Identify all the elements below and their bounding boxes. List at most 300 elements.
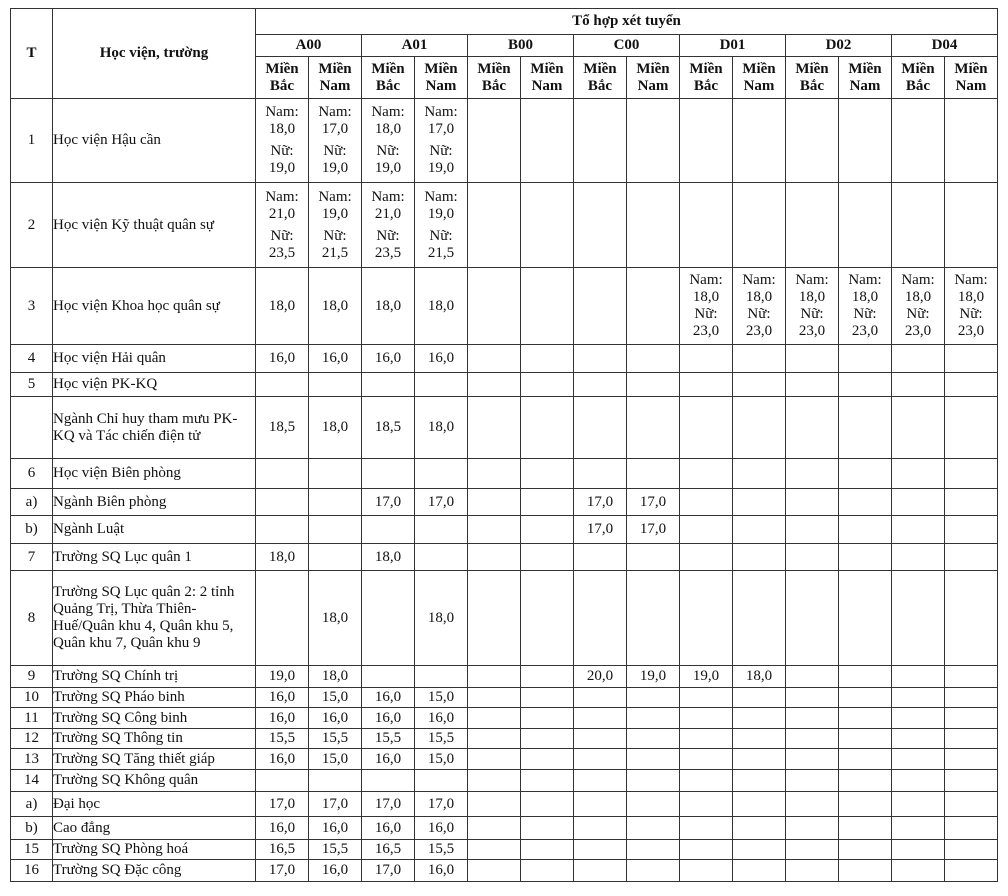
score-cell-d02-mien-nam <box>839 817 892 840</box>
table-row <box>11 817 998 840</box>
score-cell-d04-mien-nam <box>945 459 998 489</box>
gender-label: Nữ: <box>906 306 930 322</box>
score-cell-d01-mien-nam <box>733 268 786 345</box>
score-cell-a00-mien-bac <box>256 183 309 268</box>
table-row <box>11 397 998 459</box>
score-cell-a01-mien-nam <box>415 666 468 688</box>
score-cell-c00-mien-nam <box>627 840 680 860</box>
school-name: Trường SQ Lục quân 2: 2 tỉnh Quảng Trị, Thừa Thiên-Huế/Quân khu 4, Quân khu 5, Quân khu 7, Quân khu 9 <box>53 571 256 666</box>
score-cell-a00-mien-bac: 15,5 <box>256 729 309 749</box>
score-cell-a01-mien-nam <box>415 183 468 268</box>
score-cell-a01-mien-bac <box>362 571 415 666</box>
score-cell-a00-mien-nam: 16,0 <box>309 345 362 373</box>
score-cell-c00-mien-bac <box>574 571 627 666</box>
score-cell-d04-mien-nam <box>945 397 998 459</box>
gender-label: Nam: <box>318 104 352 120</box>
score-cell-d04-mien-bac <box>892 708 945 729</box>
score-cell-b00-mien-nam <box>521 792 574 817</box>
score-cell-b00-mien-nam <box>521 840 574 860</box>
header-subject-combination: Tổ hợp xét tuyển <box>256 9 998 35</box>
score-cell-d02-mien-bac <box>786 99 839 183</box>
gender-label: Nam: <box>848 272 882 288</box>
row-number: 8 <box>11 571 53 666</box>
score-cell-c00-mien-bac <box>574 99 627 183</box>
score-cell-d04-mien-nam <box>945 817 998 840</box>
score-cell-d04-mien-nam <box>945 666 998 688</box>
row-number: 7 <box>11 544 53 571</box>
row-number: a) <box>11 792 53 817</box>
score-cell-b00-mien-bac <box>468 516 521 544</box>
score-cell-b00-mien-nam <box>521 345 574 373</box>
score-cell-d04-mien-nam <box>945 729 998 749</box>
row-number: b) <box>11 817 53 840</box>
score-cell-c00-mien-nam <box>627 99 680 183</box>
score-cell-d02-mien-nam <box>839 708 892 729</box>
score-cell-d02-mien-bac <box>786 688 839 708</box>
score-cell-c00-mien-bac: 17,0 <box>574 516 627 544</box>
score-value: 23,0 <box>904 323 932 339</box>
score-cell-a01-mien-nam: 15,0 <box>415 688 468 708</box>
score-cell-b00-mien-bac <box>468 183 521 268</box>
score-cell-d04-mien-nam <box>945 268 998 345</box>
score-cell-c00-mien-bac <box>574 860 627 882</box>
score-cell-a01-mien-bac: 16,0 <box>362 688 415 708</box>
score-cell-a01-mien-bac <box>362 459 415 489</box>
header-block-c00: C00 <box>574 35 680 57</box>
score-cell-b00-mien-bac <box>468 770 521 792</box>
score-value: 23,5 <box>374 244 402 261</box>
score-cell-d01-mien-nam <box>733 397 786 459</box>
header-a01-mien-nam: Miền Nam <box>415 57 468 99</box>
school-name: Trường SQ Công binh <box>53 708 256 729</box>
score-cell-c00-mien-nam: 17,0 <box>627 489 680 516</box>
score-cell-d01-mien-bac <box>680 373 733 397</box>
school-name: Ngành Chỉ huy tham mưu PK-KQ và Tác chiến điện tử <box>53 397 256 459</box>
score-cell-a01-mien-bac: 16,5 <box>362 840 415 860</box>
score-cell-d01-mien-nam <box>733 489 786 516</box>
row-number: 3 <box>11 268 53 345</box>
header-stt: T <box>11 9 53 99</box>
score-cell-c00-mien-nam <box>627 268 680 345</box>
header-a01-mien-bac: Miền Bắc <box>362 57 415 99</box>
score-cell-b00-mien-bac <box>468 729 521 749</box>
score-cell-a00-mien-bac: 18,0 <box>256 544 309 571</box>
score-cell-d01-mien-nam <box>733 749 786 770</box>
score-cell-d04-mien-bac <box>892 729 945 749</box>
score-cell-b00-mien-nam <box>521 99 574 183</box>
score-cell-d04-mien-nam <box>945 770 998 792</box>
gender-label: Nữ: <box>270 227 294 244</box>
table-row <box>11 268 998 345</box>
score-cell-d01-mien-bac <box>680 571 733 666</box>
score-cell-d02-mien-bac <box>786 770 839 792</box>
score-cell-c00-mien-nam <box>627 792 680 817</box>
score-cell-b00-mien-bac <box>468 792 521 817</box>
school-name: Trường SQ Tăng thiết giáp <box>53 749 256 770</box>
score-cell-a00-mien-bac: 16,0 <box>256 817 309 840</box>
school-name: Trường SQ Đặc công <box>53 860 256 882</box>
header-d04-mien-bac: Miền Bắc <box>892 57 945 99</box>
school-name: Cao đẳng <box>53 817 256 840</box>
score-cell-d02-mien-bac <box>786 792 839 817</box>
score-cell-d02-mien-nam <box>839 397 892 459</box>
score-cell-d01-mien-nam <box>733 860 786 882</box>
score-cell-a01-mien-nam <box>415 99 468 183</box>
score-cell-d02-mien-nam <box>839 516 892 544</box>
score-cell-d02-mien-bac <box>786 268 839 345</box>
gender-label: Nam: <box>954 272 988 288</box>
header-b00-mien-bac: Miền Bắc <box>468 57 521 99</box>
score-value: 18,0 <box>851 289 879 305</box>
table-row <box>11 183 998 268</box>
score-value: 18,0 <box>268 121 296 137</box>
score-cell-b00-mien-bac <box>468 708 521 729</box>
score-cell-d02-mien-bac <box>786 708 839 729</box>
score-cell-d02-mien-bac <box>786 516 839 544</box>
score-cell-d04-mien-nam <box>945 516 998 544</box>
score-cell-d01-mien-bac <box>680 459 733 489</box>
score-cell-a01-mien-nam: 15,0 <box>415 749 468 770</box>
score-cell-d04-mien-nam <box>945 544 998 571</box>
score-cell-a00-mien-nam <box>309 489 362 516</box>
score-cell-a01-mien-bac: 16,0 <box>362 345 415 373</box>
score-cell-d01-mien-bac <box>680 729 733 749</box>
score-cell-b00-mien-bac <box>468 397 521 459</box>
score-cell-b00-mien-nam <box>521 708 574 729</box>
admission-score-table <box>10 8 998 882</box>
score-cell-a01-mien-bac <box>362 373 415 397</box>
score-cell-d02-mien-bac <box>786 459 839 489</box>
score-value: 23,0 <box>692 323 720 339</box>
score-cell-a01-mien-bac <box>362 183 415 268</box>
score-cell-d02-mien-nam <box>839 268 892 345</box>
score-cell-d04-mien-bac <box>892 397 945 459</box>
score-cell-a00-mien-bac <box>256 459 309 489</box>
score-cell-d02-mien-bac <box>786 571 839 666</box>
score-value: 23,0 <box>798 323 826 339</box>
score-cell-d04-mien-nam <box>945 571 998 666</box>
score-cell-b00-mien-nam <box>521 489 574 516</box>
score-cell-c00-mien-bac: 20,0 <box>574 666 627 688</box>
score-value: 19,0 <box>268 160 296 176</box>
gender-label: Nữ: <box>959 306 983 322</box>
score-cell-a01-mien-nam <box>415 373 468 397</box>
score-cell-d04-mien-bac <box>892 688 945 708</box>
score-cell-a00-mien-bac: 18,5 <box>256 397 309 459</box>
gender-label: Nam: <box>371 104 405 120</box>
score-cell-b00-mien-bac <box>468 749 521 770</box>
school-name: Học viện Biên phòng <box>53 459 256 489</box>
gender-label: Nam: <box>424 188 458 205</box>
score-cell-d01-mien-bac <box>680 516 733 544</box>
gender-label: Nam: <box>265 188 299 205</box>
score-cell-d02-mien-nam <box>839 860 892 882</box>
gender-label: Nữ: <box>323 227 347 244</box>
score-cell-a00-mien-bac: 17,0 <box>256 792 309 817</box>
score-cell-d04-mien-bac <box>892 459 945 489</box>
score-cell-d01-mien-bac <box>680 489 733 516</box>
score-cell-a00-mien-nam: 18,0 <box>309 571 362 666</box>
score-cell-a00-mien-nam <box>309 459 362 489</box>
score-cell-c00-mien-nam <box>627 708 680 729</box>
score-cell-d02-mien-bac <box>786 373 839 397</box>
score-cell-d02-mien-nam <box>839 544 892 571</box>
score-cell-b00-mien-bac <box>468 268 521 345</box>
score-value: 19,0 <box>374 160 402 176</box>
score-cell-d02-mien-nam <box>839 571 892 666</box>
score-cell-b00-mien-nam <box>521 729 574 749</box>
score-cell-b00-mien-bac <box>468 459 521 489</box>
score-value: 23,0 <box>851 323 879 339</box>
score-cell-d04-mien-bac <box>892 345 945 373</box>
score-cell-b00-mien-nam <box>521 397 574 459</box>
score-cell-d04-mien-bac <box>892 516 945 544</box>
score-cell-b00-mien-bac <box>468 571 521 666</box>
score-cell-b00-mien-bac <box>468 373 521 397</box>
score-cell-d04-mien-nam <box>945 840 998 860</box>
header-c00-mien-nam: Miền Nam <box>627 57 680 99</box>
score-cell-d01-mien-bac <box>680 99 733 183</box>
score-cell-c00-mien-nam <box>627 345 680 373</box>
score-cell-b00-mien-nam <box>521 688 574 708</box>
score-cell-b00-mien-nam <box>521 860 574 882</box>
score-cell-d01-mien-bac <box>680 708 733 729</box>
school-name: Trường SQ Chính trị <box>53 666 256 688</box>
score-cell-a01-mien-nam <box>415 770 468 792</box>
score-cell-b00-mien-nam <box>521 571 574 666</box>
score-cell-c00-mien-nam <box>627 571 680 666</box>
score-value: 17,0 <box>427 121 455 137</box>
score-value: 21,5 <box>321 244 349 261</box>
score-cell-c00-mien-bac <box>574 345 627 373</box>
score-cell-a00-mien-bac: 16,5 <box>256 840 309 860</box>
table-row <box>11 860 998 882</box>
score-cell-a01-mien-bac: 17,0 <box>362 792 415 817</box>
table-row <box>11 749 998 770</box>
score-cell-a01-mien-bac: 17,0 <box>362 489 415 516</box>
score-cell-a00-mien-nam <box>309 183 362 268</box>
score-cell-d01-mien-nam <box>733 183 786 268</box>
score-cell-a00-mien-bac: 16,0 <box>256 749 309 770</box>
score-cell-d01-mien-bac <box>680 770 733 792</box>
score-cell-d01-mien-bac: 19,0 <box>680 666 733 688</box>
header-d04-mien-nam: Miền Nam <box>945 57 998 99</box>
score-cell-a00-mien-bac <box>256 489 309 516</box>
gender-label: Nữ: <box>323 143 347 159</box>
score-cell-d04-mien-bac <box>892 268 945 345</box>
gender-label: Nữ: <box>853 306 877 322</box>
score-cell-a01-mien-bac: 18,0 <box>362 268 415 345</box>
score-cell-d01-mien-nam <box>733 345 786 373</box>
score-cell-a01-mien-bac: 18,5 <box>362 397 415 459</box>
score-cell-a00-mien-bac <box>256 373 309 397</box>
score-cell-d04-mien-nam <box>945 99 998 183</box>
row-number: 15 <box>11 840 53 860</box>
row-number: 6 <box>11 459 53 489</box>
header-block-a01: A01 <box>362 35 468 57</box>
score-cell-c00-mien-nam <box>627 373 680 397</box>
header-d02-mien-nam: Miền Nam <box>839 57 892 99</box>
header-block-b00: B00 <box>468 35 574 57</box>
table-row <box>11 489 998 516</box>
school-name: Học viện Hậu cần <box>53 99 256 183</box>
row-number: b) <box>11 516 53 544</box>
score-cell-d02-mien-nam <box>839 459 892 489</box>
score-value: 19,0 <box>427 205 455 222</box>
score-cell-c00-mien-bac <box>574 770 627 792</box>
table-row <box>11 571 998 666</box>
score-cell-b00-mien-bac <box>468 817 521 840</box>
score-cell-c00-mien-nam <box>627 817 680 840</box>
score-cell-c00-mien-nam <box>627 860 680 882</box>
score-cell-d04-mien-bac <box>892 792 945 817</box>
score-cell-d04-mien-bac <box>892 817 945 840</box>
score-cell-d02-mien-bac <box>786 345 839 373</box>
gender-label: Nữ: <box>376 143 400 159</box>
gender-label: Nữ: <box>376 227 400 244</box>
score-cell-d01-mien-bac <box>680 817 733 840</box>
score-cell-c00-mien-bac <box>574 373 627 397</box>
score-cell-c00-mien-bac <box>574 183 627 268</box>
gender-label: Nữ: <box>800 306 824 322</box>
score-cell-b00-mien-nam <box>521 666 574 688</box>
score-cell-c00-mien-bac <box>574 817 627 840</box>
score-cell-d02-mien-bac <box>786 489 839 516</box>
score-cell-a00-mien-nam <box>309 516 362 544</box>
score-cell-d01-mien-nam <box>733 688 786 708</box>
score-cell-d01-mien-nam <box>733 99 786 183</box>
score-cell-d02-mien-nam <box>839 792 892 817</box>
score-cell-d01-mien-bac <box>680 268 733 345</box>
score-cell-b00-mien-bac <box>468 688 521 708</box>
score-cell-a01-mien-nam: 18,0 <box>415 397 468 459</box>
score-cell-a00-mien-bac: 19,0 <box>256 666 309 688</box>
score-cell-d04-mien-nam <box>945 792 998 817</box>
score-cell-d04-mien-bac <box>892 183 945 268</box>
school-name: Học viện Hải quân <box>53 345 256 373</box>
school-name: Đại học <box>53 792 256 817</box>
row-number: 1 <box>11 99 53 183</box>
header-block-d01: D01 <box>680 35 786 57</box>
gender-label: Nam: <box>742 272 776 288</box>
score-cell-d01-mien-bac <box>680 397 733 459</box>
table-row <box>11 708 998 729</box>
score-cell-b00-mien-nam <box>521 183 574 268</box>
header-d02-mien-bac: Miền Bắc <box>786 57 839 99</box>
score-cell-a01-mien-bac: 18,0 <box>362 544 415 571</box>
row-number: 14 <box>11 770 53 792</box>
score-cell-b00-mien-nam <box>521 268 574 345</box>
score-cell-a00-mien-nam: 15,5 <box>309 840 362 860</box>
score-cell-d04-mien-nam <box>945 708 998 729</box>
school-name: Ngành Luật <box>53 516 256 544</box>
score-cell-d01-mien-bac <box>680 749 733 770</box>
score-cell-d01-mien-bac <box>680 688 733 708</box>
score-value: 19,0 <box>321 205 349 222</box>
score-cell-d01-mien-nam <box>733 373 786 397</box>
score-cell-d01-mien-nam <box>733 544 786 571</box>
score-cell-d04-mien-bac <box>892 840 945 860</box>
table-row <box>11 666 998 688</box>
score-cell-d01-mien-nam <box>733 840 786 860</box>
row-number: 16 <box>11 860 53 882</box>
score-cell-a00-mien-nam: 18,0 <box>309 666 362 688</box>
score-cell-a00-mien-nam: 15,5 <box>309 729 362 749</box>
score-cell-d04-mien-nam <box>945 345 998 373</box>
row-number: 2 <box>11 183 53 268</box>
score-cell-d04-mien-nam <box>945 183 998 268</box>
table-row <box>11 516 998 544</box>
score-cell-d01-mien-bac <box>680 840 733 860</box>
score-cell-a01-mien-nam: 18,0 <box>415 571 468 666</box>
score-value: 23,0 <box>957 323 985 339</box>
score-cell-b00-mien-bac <box>468 840 521 860</box>
score-cell-b00-mien-nam <box>521 516 574 544</box>
score-cell-d02-mien-nam <box>839 99 892 183</box>
score-cell-a00-mien-bac <box>256 770 309 792</box>
score-cell-c00-mien-bac <box>574 792 627 817</box>
score-cell-b00-mien-nam <box>521 544 574 571</box>
table-row <box>11 729 998 749</box>
score-cell-a00-mien-nam: 16,0 <box>309 817 362 840</box>
score-cell-a01-mien-nam: 18,0 <box>415 268 468 345</box>
score-cell-a01-mien-nam: 17,0 <box>415 792 468 817</box>
school-name: Trường SQ Thông tin <box>53 729 256 749</box>
score-cell-a01-mien-bac: 16,0 <box>362 749 415 770</box>
school-name: Ngành Biên phòng <box>53 489 256 516</box>
row-number: a) <box>11 489 53 516</box>
score-cell-a01-mien-bac: 16,0 <box>362 817 415 840</box>
score-cell-a00-mien-bac: 16,0 <box>256 688 309 708</box>
gender-label: Nữ: <box>694 306 718 322</box>
score-cell-a00-mien-bac <box>256 99 309 183</box>
gender-label: Nam: <box>795 272 829 288</box>
row-number: 4 <box>11 345 53 373</box>
score-cell-b00-mien-nam <box>521 770 574 792</box>
score-cell-d02-mien-nam <box>839 770 892 792</box>
school-name: Học viện Kỹ thuật quân sự <box>53 183 256 268</box>
score-value: 18,0 <box>692 289 720 305</box>
score-cell-c00-mien-bac <box>574 749 627 770</box>
header-c00-mien-bac: Miền Bắc <box>574 57 627 99</box>
table-row <box>11 99 998 183</box>
score-cell-d04-mien-bac <box>892 373 945 397</box>
score-cell-d02-mien-nam <box>839 749 892 770</box>
header-a00-mien-bac: Miền Bắc <box>256 57 309 99</box>
score-cell-a00-mien-bac: 18,0 <box>256 268 309 345</box>
score-cell-d04-mien-bac <box>892 489 945 516</box>
school-name: Trường SQ Phòng hoá <box>53 840 256 860</box>
score-cell-a00-mien-nam: 15,0 <box>309 749 362 770</box>
score-cell-d02-mien-nam <box>839 183 892 268</box>
score-cell-c00-mien-bac <box>574 397 627 459</box>
score-cell-a00-mien-nam: 16,0 <box>309 708 362 729</box>
score-cell-a00-mien-nam: 18,0 <box>309 268 362 345</box>
table-row <box>11 345 998 373</box>
score-cell-a00-mien-bac: 16,0 <box>256 345 309 373</box>
score-cell-d02-mien-nam <box>839 345 892 373</box>
score-value: 19,0 <box>321 160 349 176</box>
score-cell-b00-mien-nam <box>521 749 574 770</box>
score-cell-d02-mien-bac <box>786 183 839 268</box>
score-cell-d04-mien-bac <box>892 99 945 183</box>
score-cell-d04-mien-bac <box>892 666 945 688</box>
score-cell-c00-mien-nam <box>627 729 680 749</box>
score-cell-d02-mien-nam <box>839 373 892 397</box>
score-cell-b00-mien-bac <box>468 860 521 882</box>
score-cell-a01-mien-nam: 17,0 <box>415 489 468 516</box>
row-number: 9 <box>11 666 53 688</box>
